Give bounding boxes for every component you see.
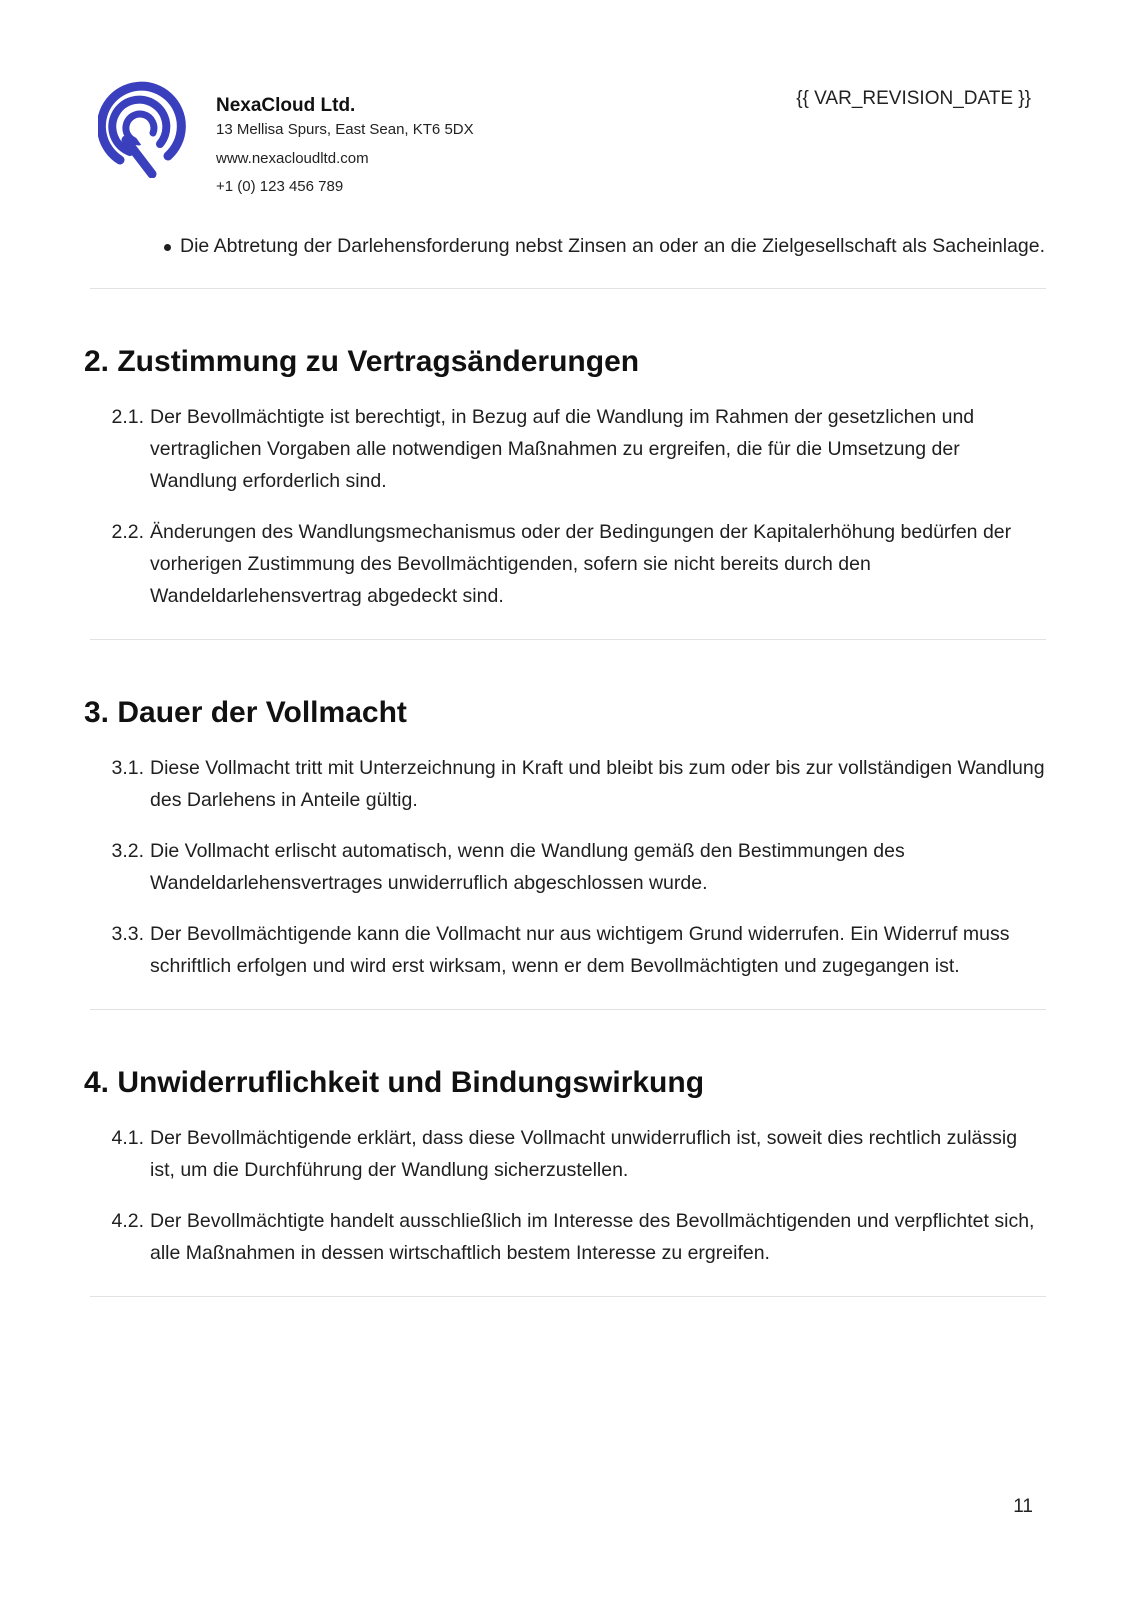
clause-number: 4.2.	[111, 1210, 144, 1232]
section-heading: 4. Unwiderruflichkeit und Bindungswirkung	[84, 1066, 705, 1099]
clause-3-2	[84, 835, 1046, 899]
section-divider	[90, 1296, 1046, 1297]
section-2	[84, 344, 1046, 612]
section-divider	[90, 1009, 1046, 1010]
clause-number: 2.2.	[111, 521, 144, 543]
intro-bullet-list	[84, 230, 1046, 262]
section-divider	[90, 639, 1046, 640]
section-divider	[90, 288, 1046, 289]
company-info	[216, 95, 474, 196]
clause-2-1	[84, 401, 1046, 497]
document-body	[84, 230, 1046, 1297]
clause-text: Der Bevollmächtigende kann die Vollmacht nur aus wichtigem Grund widerrufen. Ein Widerruf muss schriftlich erfolgen und wird erst wirksam, wenn er dem Bevollmächtigten und zugegangen ist.	[150, 923, 1010, 977]
clause-text: Der Bevollmächtigte handelt ausschließlich im Interesse des Bevollmächtigenden und verpflichtet sich, alle Maßnahmen in dessen wirtschaftlich bestem Interesse zu ergreifen.	[150, 1210, 1035, 1264]
clause-number: 3.1.	[111, 757, 144, 779]
section-4	[84, 1065, 1046, 1269]
clause-4-1	[84, 1122, 1046, 1186]
company-website[interactable]: www.nexacloudltd.com	[216, 150, 369, 167]
company-name: NexaCloud Ltd.	[216, 95, 356, 116]
company-logo	[98, 78, 190, 178]
clause-4-2	[84, 1205, 1046, 1269]
section-3	[84, 695, 1046, 982]
logo-icon	[98, 78, 190, 178]
page-number: 11	[1013, 1496, 1033, 1517]
list-item: Die Abtretung der Darlehensforderung nebst Zinsen an oder an die Zielgesellschaft als Sacheinlage.	[180, 230, 1046, 262]
clause-number: 2.1.	[111, 406, 144, 428]
clause-number: 4.1.	[111, 1127, 144, 1149]
clause-2-2	[84, 516, 1046, 612]
clause-number: 3.3.	[111, 923, 144, 945]
clause-3-3	[84, 918, 1046, 982]
revision-date: {{ VAR_REVISION_DATE }}	[796, 88, 1031, 109]
clause-text: Änderungen des Wandlungsmechanismus oder der Bedingungen der Kapitalerhöhung bedürfen der vorherigen Zustimmung des Bevollmächtigenden, sofern sie nicht bereits durch den Wandeldarlehensvertrag abgedeckt sind.	[150, 521, 1012, 607]
section-heading: 2. Zustimmung zu Vertragsänderungen	[84, 345, 640, 378]
section-heading: 3. Dauer der Vollmacht	[84, 696, 407, 729]
clause-3-1	[84, 752, 1046, 816]
company-phone: +1 (0) 123 456 789	[216, 178, 344, 195]
clause-text: Der Bevollmächtigende erklärt, dass diese Vollmacht unwiderruflich ist, soweit dies rechtlich zulässig ist, um die Durchführung der Wandlung sicherzustellen.	[150, 1127, 1018, 1181]
clause-number: 3.2.	[111, 840, 144, 862]
clause-text: Die Vollmacht erlischt automatisch, wenn die Wandlung gemäß den Bestimmungen des Wandeldarlehensvertrages unwiderruflich abgeschlossen wurde.	[150, 840, 905, 894]
company-address: 13 Mellisa Spurs, East Sean, KT6 5DX	[216, 121, 474, 138]
clause-text: Der Bevollmächtigte ist berechtigt, in Bezug auf die Wandlung im Rahmen der gesetzlichen und vertraglichen Vorgaben alle notwendigen Maßnahmen zu ergreifen, die für die Umsetzung der Wandlung erforderlich sind.	[150, 406, 975, 492]
clause-text: Diese Vollmacht tritt mit Unterzeichnung in Kraft und bleibt bis zum oder bis zur vollständigen Wandlung des Darlehens in Anteile gültig.	[150, 757, 1045, 811]
